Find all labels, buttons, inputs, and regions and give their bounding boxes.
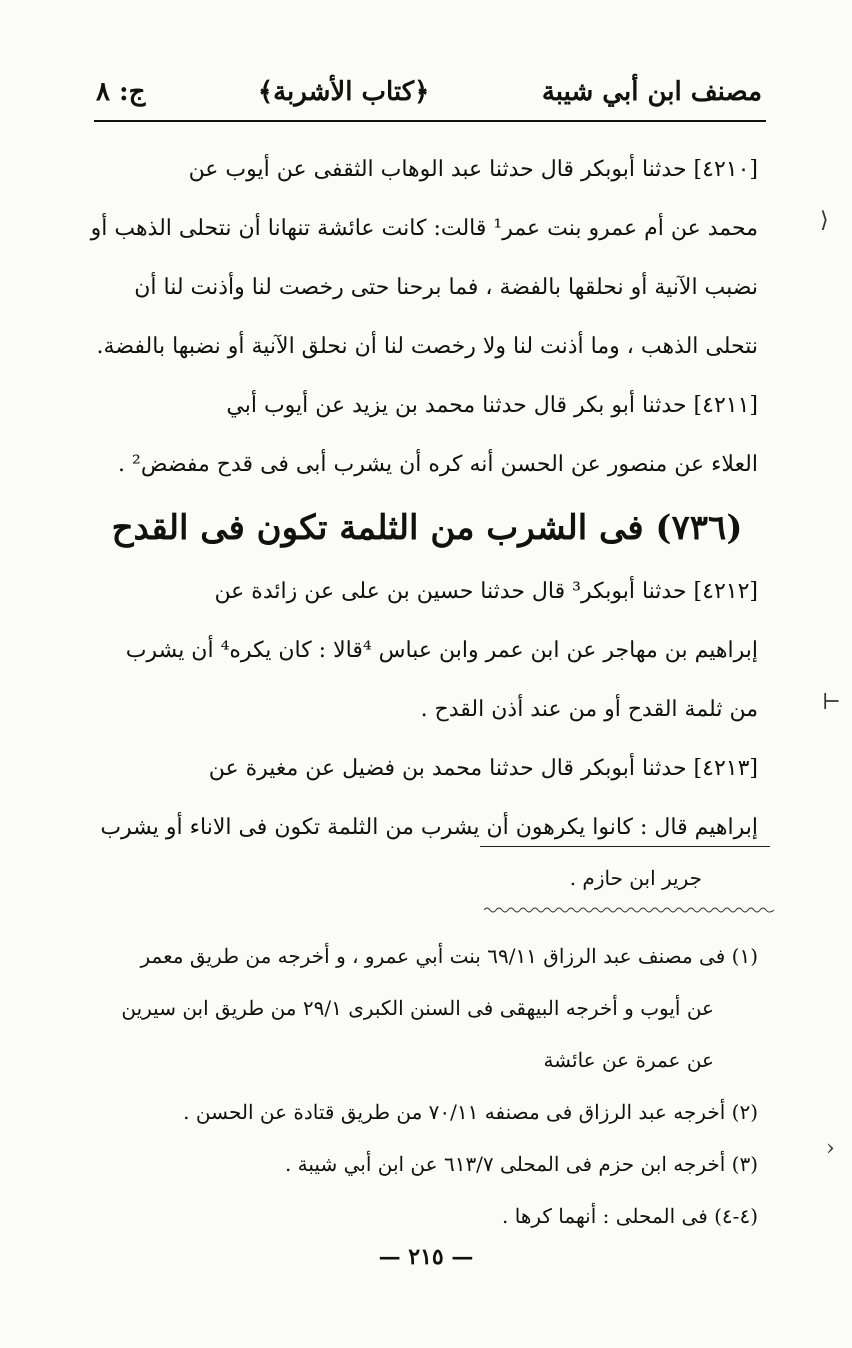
footnote-line: عن عمرة عن عائشة xyxy=(543,1048,714,1072)
text-line: [٤٢١٢] حدثنا أبوبكر³ قال حدثنا حسين بن على عن زائدة عن xyxy=(214,579,758,604)
footnotes xyxy=(96,930,758,1242)
text-line: [٤٢١٠] حدثنا أبوبكر قال حدثنا عبد الوهاب الثقفى عن أيوب عن xyxy=(188,157,758,182)
marginal-note: جرير ابن حازم . xyxy=(569,866,702,890)
footnote-line: (٣) أخرجه ابن حزم فى المحلى ٦١٣/٧ عن ابن أبي شيبة . xyxy=(284,1152,758,1176)
margin-mark-icon: ⊢ xyxy=(822,690,841,715)
footnote-line: (١) فى مصنف عبد الرزاق ٦٩/١١ بنت أبي عمرو ، و أخرجه من طريق معمر xyxy=(140,944,758,968)
text-line: نضبب الآنية أو نحلقها بالفضة ، فما برحنا حتى رخصت لنا وأذنت لنا أن xyxy=(134,275,758,300)
footnote-line: (٢) أخرجه عبد الرزاق فى مصنفه ٧٠/١١ من طريق قتادة عن الحسن . xyxy=(183,1100,758,1124)
section-title: ﴿كتاب الأشربة﴾ xyxy=(257,77,430,107)
header-rule xyxy=(94,120,766,122)
margin-mark-icon: ⟩ xyxy=(820,208,829,233)
margin-mark-icon: › xyxy=(826,1136,835,1161)
footnote-line: (٤-٤) فى المحلى : أنهما كرها . xyxy=(502,1204,758,1228)
text-line: إبراهيم بن مهاجر عن ابن عمر وابن عباس ⁴قالا : كان يكره⁴ أن يشرب xyxy=(125,638,758,663)
text-line: إبراهيم قال : كانوا يكرهون أن يشرب من الثلمة تكون فى الاناء أو يشرب xyxy=(100,815,758,840)
footnote-line: عن أيوب و أخرجه البيهقى فى السنن الكبرى ٢٩/١ من طريق ابن سيرين xyxy=(121,996,714,1020)
chapter-heading: (٧٣٦) فى الشرب من الثلمة تكون فى القدح xyxy=(111,508,743,548)
footnote-separator xyxy=(480,846,770,847)
book-title: مصنف ابن أبي شيبة xyxy=(541,77,762,107)
running-header xyxy=(96,70,762,114)
volume-label: ج: ٨ xyxy=(96,77,146,107)
text-line: محمد عن أم عمرو بنت عمر¹ قالت: كانت عائشة تنهانا أن نتحلى الذهب أو xyxy=(90,216,758,241)
text-line: [٤٢١٣] حدثنا أبوبكر قال حدثنا محمد بن فضيل عن مغيرة عن xyxy=(208,756,758,781)
text-line: العلاء عن منصور عن الحسن أنه كره أن يشرب أبى فى قدح مفضض² . xyxy=(118,452,758,477)
text-line: نتحلى الذهب ، وما أذنت لنا ولا رخصت لنا أن نحلق الآنية أو نضبها بالفضة. xyxy=(96,334,758,359)
text-line: من ثلمة القدح أو من عند أذن القدح . xyxy=(420,697,758,722)
page-number: — ٢١٥ — xyxy=(378,1244,474,1270)
wavy-divider xyxy=(484,906,774,914)
main-text xyxy=(90,140,758,857)
text-line: [٤٢١١] حدثنا أبو بكر قال حدثنا محمد بن يزيد عن أيوب أبي xyxy=(226,393,758,418)
